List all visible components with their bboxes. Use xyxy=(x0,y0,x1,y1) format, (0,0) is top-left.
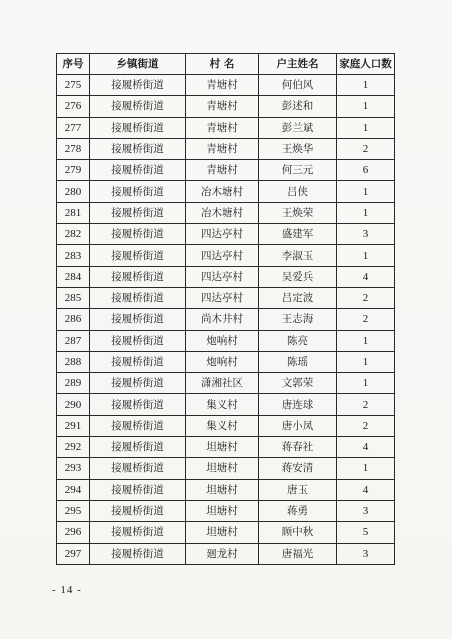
cell-street: 接履桥街道 xyxy=(90,351,186,372)
cell-street: 接履桥街道 xyxy=(90,500,186,521)
cell-household-size: 2 xyxy=(337,309,395,330)
cell-street: 接履桥街道 xyxy=(90,479,186,500)
table-row xyxy=(57,415,395,436)
cell-householder: 王志海 xyxy=(259,309,337,330)
cell-household-size: 5 xyxy=(337,522,395,543)
cell-village: 炮响村 xyxy=(186,351,259,372)
cell-street: 接履桥街道 xyxy=(90,181,186,202)
cell-street: 接履桥街道 xyxy=(90,415,186,436)
header-street: 乡镇街道 xyxy=(90,54,186,75)
cell-street: 接履桥街道 xyxy=(90,458,186,479)
cell-household-size: 4 xyxy=(337,266,395,287)
cell-householder: 彭兰斌 xyxy=(259,117,337,138)
cell-household-size: 1 xyxy=(337,202,395,223)
cell-serial-number: 282 xyxy=(57,224,90,245)
cell-village: 四达亭村 xyxy=(186,224,259,245)
cell-householder: 唐小凤 xyxy=(259,415,337,436)
header-serial-number: 序号 xyxy=(57,54,90,75)
cell-serial-number: 279 xyxy=(57,160,90,181)
cell-village: 青塘村 xyxy=(186,75,259,96)
cell-householder: 何伯风 xyxy=(259,75,337,96)
cell-serial-number: 291 xyxy=(57,415,90,436)
table-row xyxy=(57,287,395,308)
cell-street: 接履桥街道 xyxy=(90,96,186,117)
cell-household-size: 1 xyxy=(337,373,395,394)
cell-household-size: 2 xyxy=(337,287,395,308)
cell-village: 青塘村 xyxy=(186,138,259,159)
cell-householder: 唐连球 xyxy=(259,394,337,415)
cell-householder: 蒋安清 xyxy=(259,458,337,479)
cell-street: 接履桥街道 xyxy=(90,330,186,351)
table-row xyxy=(57,245,395,266)
cell-household-size: 6 xyxy=(337,160,395,181)
cell-street: 接履桥街道 xyxy=(90,160,186,181)
cell-serial-number: 294 xyxy=(57,479,90,500)
cell-householder: 盛建军 xyxy=(259,224,337,245)
cell-village: 坦塘村 xyxy=(186,437,259,458)
cell-street: 接履桥街道 xyxy=(90,266,186,287)
cell-household-size: 1 xyxy=(337,458,395,479)
cell-serial-number: 284 xyxy=(57,266,90,287)
cell-village: 冶木塘村 xyxy=(186,181,259,202)
header-row xyxy=(57,54,395,75)
cell-serial-number: 288 xyxy=(57,351,90,372)
cell-serial-number: 278 xyxy=(57,138,90,159)
cell-street: 接履桥街道 xyxy=(90,373,186,394)
cell-householder: 王焕荣 xyxy=(259,202,337,223)
cell-village: 坦塘村 xyxy=(186,458,259,479)
cell-village: 坦塘村 xyxy=(186,522,259,543)
cell-village: 青塘村 xyxy=(186,96,259,117)
cell-serial-number: 285 xyxy=(57,287,90,308)
table-body xyxy=(57,75,395,565)
cell-street: 接履桥街道 xyxy=(90,394,186,415)
cell-serial-number: 296 xyxy=(57,522,90,543)
cell-street: 接履桥街道 xyxy=(90,202,186,223)
table-row xyxy=(57,351,395,372)
cell-household-size: 3 xyxy=(337,224,395,245)
cell-householder: 何三元 xyxy=(259,160,337,181)
table-row xyxy=(57,479,395,500)
cell-serial-number: 295 xyxy=(57,500,90,521)
cell-street: 接履桥街道 xyxy=(90,543,186,564)
table-row xyxy=(57,309,395,330)
cell-householder: 文郭荣 xyxy=(259,373,337,394)
table-row xyxy=(57,394,395,415)
table-row xyxy=(57,500,395,521)
cell-household-size: 1 xyxy=(337,96,395,117)
cell-serial-number: 293 xyxy=(57,458,90,479)
cell-household-size: 2 xyxy=(337,394,395,415)
cell-household-size: 2 xyxy=(337,415,395,436)
cell-householder: 彭述和 xyxy=(259,96,337,117)
page-number: - 14 - xyxy=(52,584,82,596)
cell-householder: 吕侠 xyxy=(259,181,337,202)
cell-household-size: 4 xyxy=(337,437,395,458)
cell-village: 炮响村 xyxy=(186,330,259,351)
cell-street: 接履桥街道 xyxy=(90,309,186,330)
cell-household-size: 1 xyxy=(337,181,395,202)
cell-householder: 顾中秋 xyxy=(259,522,337,543)
cell-village: 坦塘村 xyxy=(186,479,259,500)
cell-householder: 唐福光 xyxy=(259,543,337,564)
cell-village: 冶木塘村 xyxy=(186,202,259,223)
cell-household-size: 1 xyxy=(337,117,395,138)
cell-householder: 王焕华 xyxy=(259,138,337,159)
table-row xyxy=(57,437,395,458)
cell-serial-number: 289 xyxy=(57,373,90,394)
cell-household-size: 1 xyxy=(337,330,395,351)
cell-household-size: 2 xyxy=(337,138,395,159)
table-row xyxy=(57,160,395,181)
cell-householder: 吴爱兵 xyxy=(259,266,337,287)
cell-household-size: 4 xyxy=(337,479,395,500)
cell-household-size: 3 xyxy=(337,543,395,564)
cell-serial-number: 290 xyxy=(57,394,90,415)
table-row xyxy=(57,75,395,96)
table-row xyxy=(57,181,395,202)
table-row xyxy=(57,543,395,564)
cell-serial-number: 275 xyxy=(57,75,90,96)
table-row xyxy=(57,330,395,351)
cell-serial-number: 276 xyxy=(57,96,90,117)
cell-serial-number: 286 xyxy=(57,309,90,330)
cell-village: 潇湘社区 xyxy=(186,373,259,394)
table-row xyxy=(57,373,395,394)
cell-street: 接履桥街道 xyxy=(90,245,186,266)
cell-householder: 李淑玉 xyxy=(259,245,337,266)
cell-village: 四达亭村 xyxy=(186,287,259,308)
cell-street: 接履桥街道 xyxy=(90,224,186,245)
cell-householder: 吕定波 xyxy=(259,287,337,308)
table-row xyxy=(57,266,395,287)
cell-householder: 蒋春社 xyxy=(259,437,337,458)
cell-household-size: 1 xyxy=(337,245,395,266)
cell-village: 集义村 xyxy=(186,415,259,436)
cell-householder: 陈亮 xyxy=(259,330,337,351)
cell-village: 集义村 xyxy=(186,394,259,415)
cell-street: 接履桥街道 xyxy=(90,138,186,159)
cell-householder: 蒋勇 xyxy=(259,500,337,521)
cell-household-size: 1 xyxy=(337,351,395,372)
cell-street: 接履桥街道 xyxy=(90,287,186,308)
cell-household-size: 1 xyxy=(337,75,395,96)
table-row xyxy=(57,458,395,479)
table-row xyxy=(57,202,395,223)
cell-serial-number: 277 xyxy=(57,117,90,138)
household-table xyxy=(56,53,395,565)
cell-village: 四达亭村 xyxy=(186,266,259,287)
cell-street: 接履桥街道 xyxy=(90,117,186,138)
cell-serial-number: 292 xyxy=(57,437,90,458)
cell-serial-number: 297 xyxy=(57,543,90,564)
header-household-size: 家庭人口数 xyxy=(337,54,395,75)
table-row xyxy=(57,224,395,245)
cell-householder: 陈瑶 xyxy=(259,351,337,372)
cell-street: 接履桥街道 xyxy=(90,437,186,458)
table-row xyxy=(57,522,395,543)
cell-village: 尚木井村 xyxy=(186,309,259,330)
cell-street: 接履桥街道 xyxy=(90,75,186,96)
cell-serial-number: 283 xyxy=(57,245,90,266)
cell-village: 四达亭村 xyxy=(186,245,259,266)
cell-village: 廻龙村 xyxy=(186,543,259,564)
cell-street: 接履桥街道 xyxy=(90,522,186,543)
table-row xyxy=(57,138,395,159)
cell-household-size: 3 xyxy=(337,500,395,521)
table-header xyxy=(57,54,395,75)
cell-village: 坦塘村 xyxy=(186,500,259,521)
table-row xyxy=(57,117,395,138)
cell-serial-number: 281 xyxy=(57,202,90,223)
cell-village: 青塘村 xyxy=(186,160,259,181)
cell-householder: 唐玉 xyxy=(259,479,337,500)
cell-serial-number: 287 xyxy=(57,330,90,351)
table-row xyxy=(57,96,395,117)
header-householder: 户主姓名 xyxy=(259,54,337,75)
header-village: 村 名 xyxy=(186,54,259,75)
cell-serial-number: 280 xyxy=(57,181,90,202)
cell-village: 青塘村 xyxy=(186,117,259,138)
